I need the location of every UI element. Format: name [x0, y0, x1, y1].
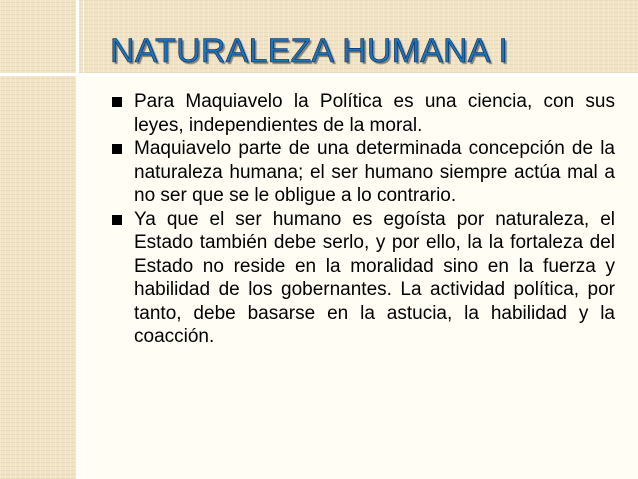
- bullet-list: [106, 90, 615, 349]
- bullet-text: Ya que el ser humano es egoísta por naturaleza, el Estado también debe serlo, y por ello, la la fortaleza del Estado no reside en la moralidad sino en la fuerza y habilidad de los gobernantes. La actividad política, por tanto, debe basarse en la astucia, la habilidad y la coacción.: [134, 208, 615, 347]
- vertical-divider-thin: [83, 0, 84, 479]
- bullet-text: Para Maquiavelo la Política es una ciencia, con sus leyes, independientes de la moral.: [134, 91, 615, 136]
- bullet-item: [106, 137, 615, 208]
- bullet-text: Maquiavelo parte de una determinada concepción de la naturaleza humana; el ser humano siempre actúa mal a no ser que se le obligue a lo contrario.: [134, 138, 615, 206]
- square-bullet-icon: [112, 215, 122, 225]
- bullet-item: [106, 90, 615, 137]
- page-title: NATURALEZA HUMANA I: [110, 32, 509, 70]
- square-bullet-icon: [112, 144, 122, 154]
- horizontal-divider: [0, 73, 638, 76]
- left-decorative-band: [0, 0, 78, 479]
- bullet-item: [106, 208, 615, 349]
- square-bullet-icon: [112, 97, 122, 107]
- vertical-divider: [76, 0, 79, 479]
